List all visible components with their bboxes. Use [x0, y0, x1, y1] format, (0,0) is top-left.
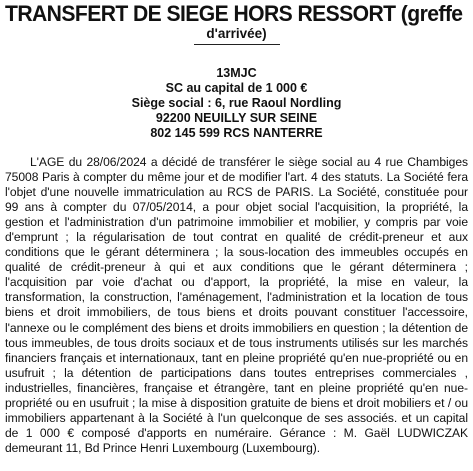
company-header — [5, 66, 468, 141]
title-divider — [194, 44, 280, 45]
company-registered-office: Siège social : 6, rue Raoul Nordling — [131, 96, 342, 110]
company-capital: SC au capital de 1 000 € — [165, 81, 308, 95]
notice-body: L'AGE du 28/06/2024 a décidé de transférer le siège social au 4 rue Chambiges 75008 Paris à compter du même jour et de modifier l'art. 4 des statuts. La Société fera l'objet d'une nouvelle immatriculation au RCS de PARIS. La Société, constituée pour 99 ans à compter du 07/05/2014, a pour objet social l'acquisition, la propriété, la gestion et l'administration d'un patrimoine immobilier et mobilier, y compris par voie d'emprunt ; la régularisation de tout contrat en qualité de crédit-preneur et aux conditions que le gérant déterminera ; la sous-location des immeubles occupés en qualité de crédit-preneur à qui et aux conditions que le gérant déterminera ; l'acquisition par voie d'achat ou d'apport, la propriété, la mise en valeur, la transformation, la construction, l'aménagement, l'administration et la location de tous biens et droit immobiliers, de tous biens et droits pouvant constituer l'accessoire, l'annexe ou le complément des biens et droits immobiliers en question ; la détention de tous immeubles, de tous droits sociaux et de tous instruments utilisés sur les marchés financiers français et internationaux, tant en pleine propriété qu'en nue-propriété ou en usufruit ; la détention de participations dans toutes entreprises commerciales , industrielles, financières, française et étrangère, tant en pleine propriété qu'en nue-propriété ou en usufruit ; la mise à disposition gratuite de biens et droit mobiliers et / ou immobiliers appartenant à la Société à l'un quelconque de ses associés. et un capital de 1 000 € composé d'apports en numéraire. Gérance : M. Gaël LUDWICZAK demeurant 11, Bd Prince Henri Luxembourg (Luxembourg). — [5, 155, 468, 455]
company-rcs: 802 145 599 RCS NANTERRE — [150, 126, 323, 140]
company-city: 92200 NEUILLY SUR SEINE — [155, 111, 318, 125]
company-name: 13MJC — [216, 66, 257, 80]
notice-subtitle: d'arrivée) — [206, 26, 267, 41]
notice-title: TRANSFERT DE SIEGE HORS RESSORT (greffe — [5, 1, 463, 26]
